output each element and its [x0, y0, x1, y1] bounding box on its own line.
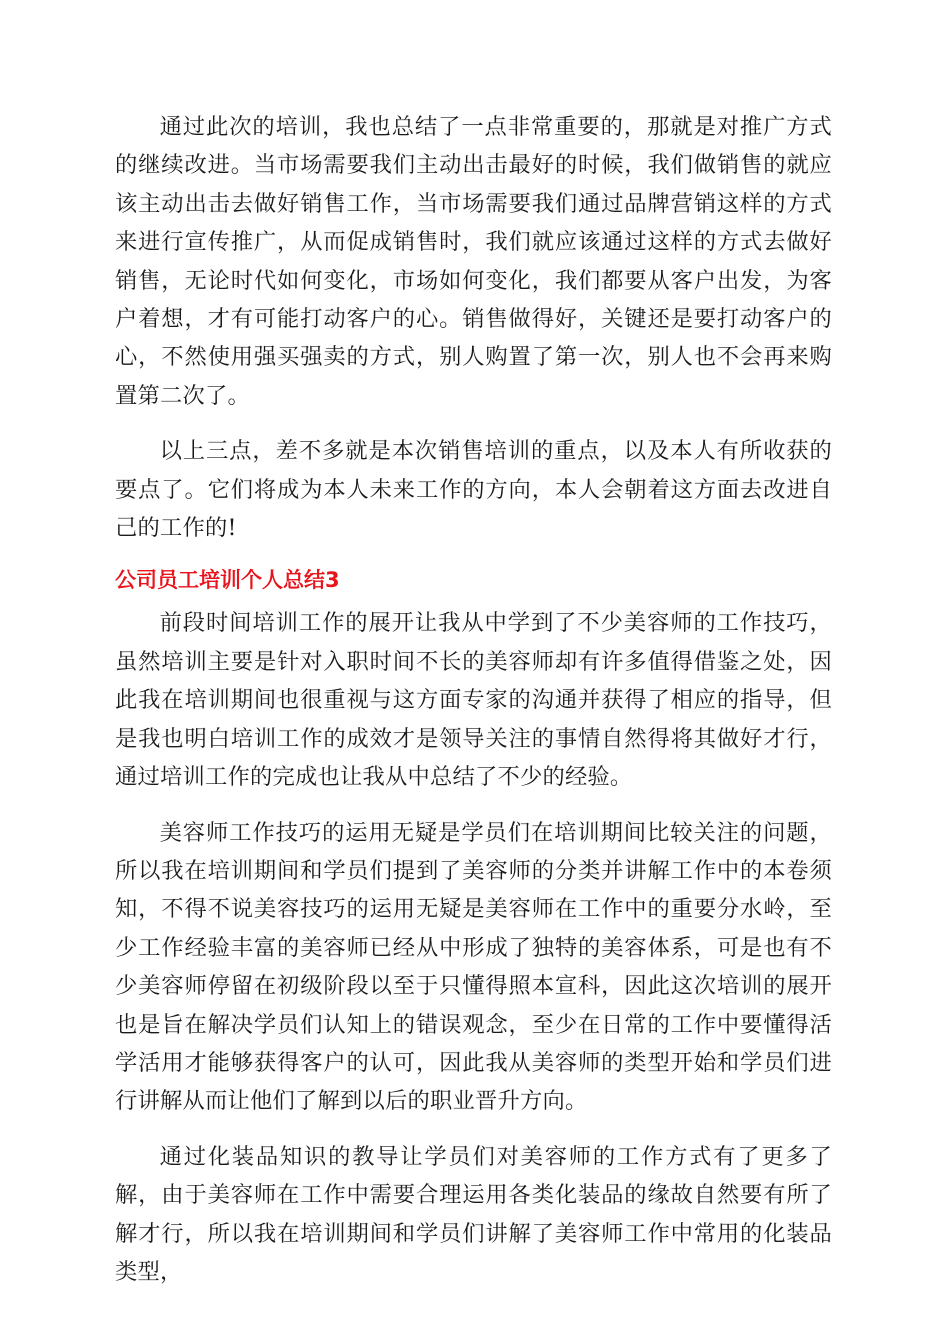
paragraph-promotion-improvement: 通过此次的培训，我也总结了一点非常重要的，那就是对推广方式的继续改进。当市场需要我们主动出击最好的时候，我们做销售的就应该主动出击去做好销售工作，当市场需要我们通过品牌营销这样的方式来进行宣传推广，从而促成销售时，我们就应该通过这样的方式去做好销售，无论时代如何变化，市场如何变化，我们都要从客户出发，为客户着想，才有可能打动客户的心。销售做得好，关键还是要打动客户的心，不然使用强买强卖的方式，别人购置了第一次，别人也不会再来购置第二次了。	[115, 114, 832, 409]
section-heading: 公司员工培训个人总结3	[115, 568, 340, 593]
document-page	[115, 108, 832, 1308]
paragraph-cosmetics-knowledge: 通过化装品知识的教导让学员们对美容师的工作方式有了更多了解，由于美容师在工作中需要合理运用各类化装品的缘故自然要有所了解才行，所以我在培训期间和学员们讲解了美容师工作中常用的化装品类型，	[115, 1143, 832, 1285]
paragraph-beautician-skills: 美容师工作技巧的运用无疑是学员们在培训期间比较关注的问题，所以我在培训期间和学员们提到了美容师的分类并讲解工作中的本卷须知，不得不说美容技巧的运用无疑是美容师在工作中的重要分水岭，至少工作经验丰富的美容师已经从中形成了独特的美容体系，可是也有不少美容师停留在初级阶段以至于只懂得照本宣科，因此这次培训的展开也是旨在解决学员们认知上的错误观念，至少在日常的工作中要懂得活学活用才能够获得客户的认可，因此我从美容师的类型开始和学员们进行讲解从而让他们了解到以后的职业晋升方向。	[115, 819, 832, 1115]
paragraph-training-experience: 前段时间培训工作的展开让我从中学到了不少美容师的工作技巧，虽然培训主要是针对入职时间不长的美容师却有许多值得借鉴之处，因此我在培训期间也很重视与这方面专家的沟通并获得了相应的指导，但是我也明白培训工作的成效才是领导关注的事情自然得将其做好才行，通过培训工作的完成也让我从中总结了不少的经验。	[115, 610, 832, 791]
paragraph-three-points-summary: 以上三点，差不多就是本次销售培训的重点，以及本人有所收获的要点了。它们将成为本人未来工作的方向，本人会朝着这方面去改进自己的工作的!	[115, 438, 832, 542]
